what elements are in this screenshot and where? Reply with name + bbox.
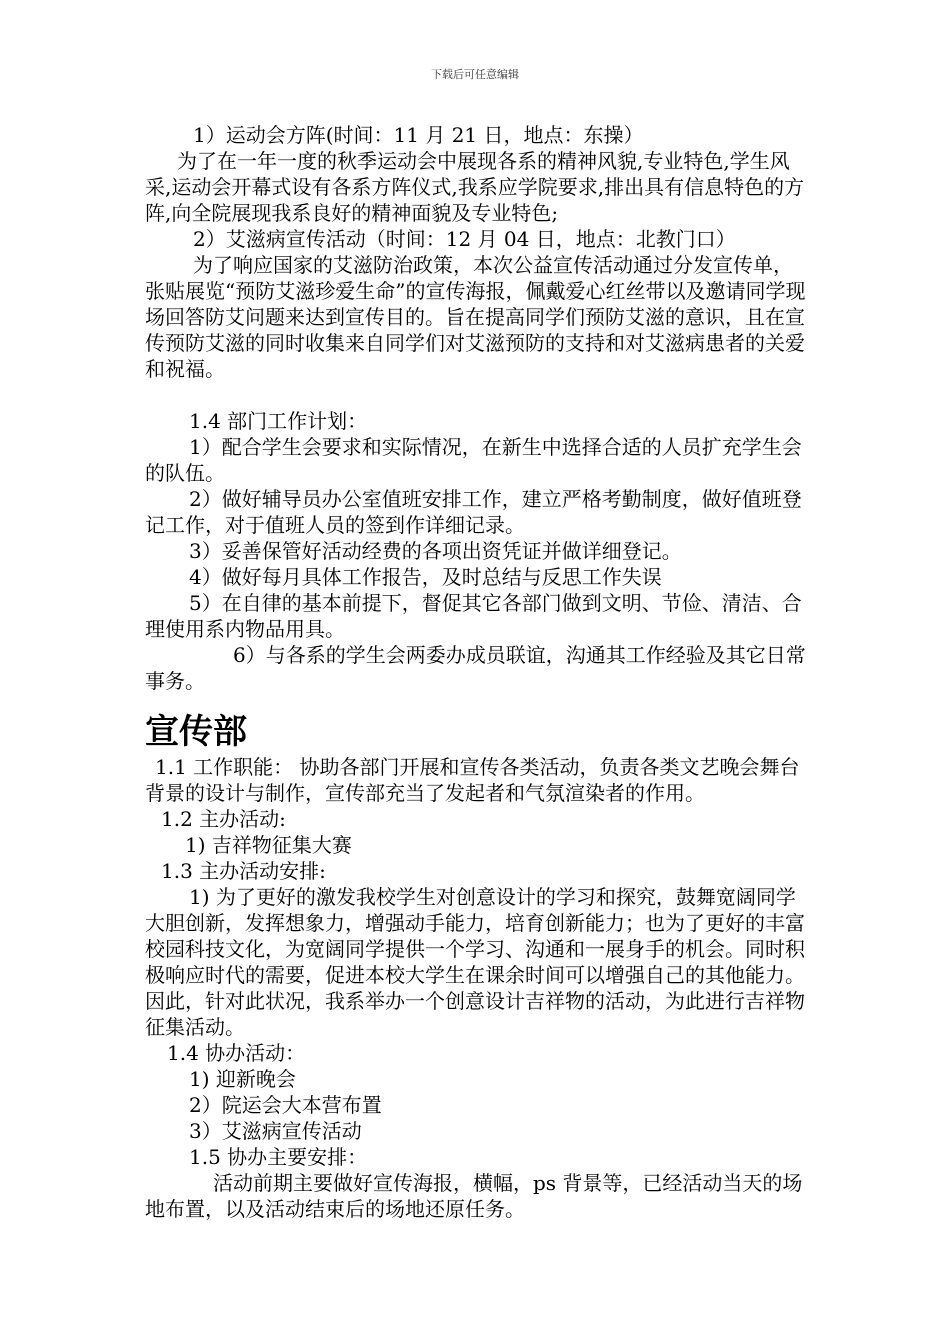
coorganized-item-2: 2）院运会大本营布置 <box>189 1093 382 1117</box>
paragraph-mascot-desc: 1) 为了更好的激发我校学生对创意设计的学习和探究，鼓舞宽阔同学大胆创新，发挥想象力，增强动手能力，培育创新能力；也为了更好的丰富校园科技文化，为宽阔同学提供一个学习、沟通和一展身手的机会。同时积极响应时代的需要，促进本校大学生在课余时间可以增强自己的其他能力。因此，针对此状况，我系举办一个创意设计吉祥物的活动，为此进行吉祥物征集活动。 <box>145 885 805 1039</box>
heading-hosted-activities: 1.2 主办活动: <box>161 807 286 831</box>
blank-line <box>145 382 810 408</box>
plan-item-6: 6）与各系的学生会两委办成员联谊，沟通其工作经验及其它日常事务。 <box>145 643 806 693</box>
plan-item-2: 2）做好辅导员办公室值班安排工作，建立严格考勤制度，做好值班登记工作，对于值班人员的签到作详细记录。 <box>145 487 802 537</box>
plan-item-5: 5）在自律的基本前提下，督促其它各部门做到文明、节俭、清洁、合理使用系内物品用具。 <box>145 591 802 641</box>
document-body <box>145 122 810 1222</box>
section-title: 宣传部 <box>145 712 247 752</box>
paragraph-sports-formation: 1）运动会方阵(时间：11 月 21 日，地点：东操） <box>193 123 644 147</box>
paragraph-aids-desc: 为了响应国家的艾滋防治政策，本次公益宣传活动通过分发宣传单，张贴展览“预防艾滋珍爱生命”的宣传海报，佩戴爱心红丝带以及邀请同学现场回答防艾问题来达到宣传目的。旨在提高同学们预防艾滋的意识，且在宣传预防艾滋的同时收集来自同学们对艾滋预防的支持和对艾滋病患者的关爱和祝福。 <box>145 253 806 381</box>
paragraph-duties: 1.1 工作职能： 协助各部门开展和宣传各类活动，负责各类文艺晚会舞台背景的设计与制作，宣传部充当了发起者和气氛渲染者的作用。 <box>145 755 800 805</box>
heading-work-plan: 1.4 部门工作计划： <box>189 409 368 433</box>
plan-item-3: 3）妥善保管好活动经费的各项出资凭证并做详细登记。 <box>189 539 682 563</box>
page-header: 下载后可任意编辑 <box>431 68 519 81</box>
heading-coorganized: 1.4 协办活动： <box>167 1041 306 1065</box>
heading-hosted-arrangement: 1.3 主办活动安排: <box>161 859 326 883</box>
plan-item-1: 1）配合学生会要求和实际情况，在新生中选择合适的人员扩充学生会的队伍。 <box>145 435 802 485</box>
paragraph-sports-desc: 为了在一年一度的秋季运动会中展现各系的精神风貌,专业特色,学生风采,运动会开幕式设有各系方阵仪式,我系应学院要求,排出具有信息特色的方阵,向全院展现我系良好的精神面貌及专业特色; <box>145 149 805 225</box>
coorganized-item-3: 3）艾滋病宣传活动 <box>189 1119 362 1143</box>
paragraph-aids-campaign: 2）艾滋病宣传活动（时间：12 月 04 日，地点：北教门口） <box>193 227 736 251</box>
heading-coorganized-arrangement: 1.5 协办主要安排： <box>189 1145 368 1169</box>
paragraph-coorganized-desc: 活动前期主要做好宣传海报，横幅，ps 背景等，已经活动当天的场地布置，以及活动结束后的场地还原任务。 <box>145 1171 803 1221</box>
coorganized-item-1: 1) 迎新晚会 <box>189 1067 296 1091</box>
plan-item-4: 4）做好每月具体工作报告，及时总结与反思工作失误 <box>189 565 662 589</box>
hosted-activity-1: 1) 吉祥物征集大赛 <box>185 833 352 857</box>
